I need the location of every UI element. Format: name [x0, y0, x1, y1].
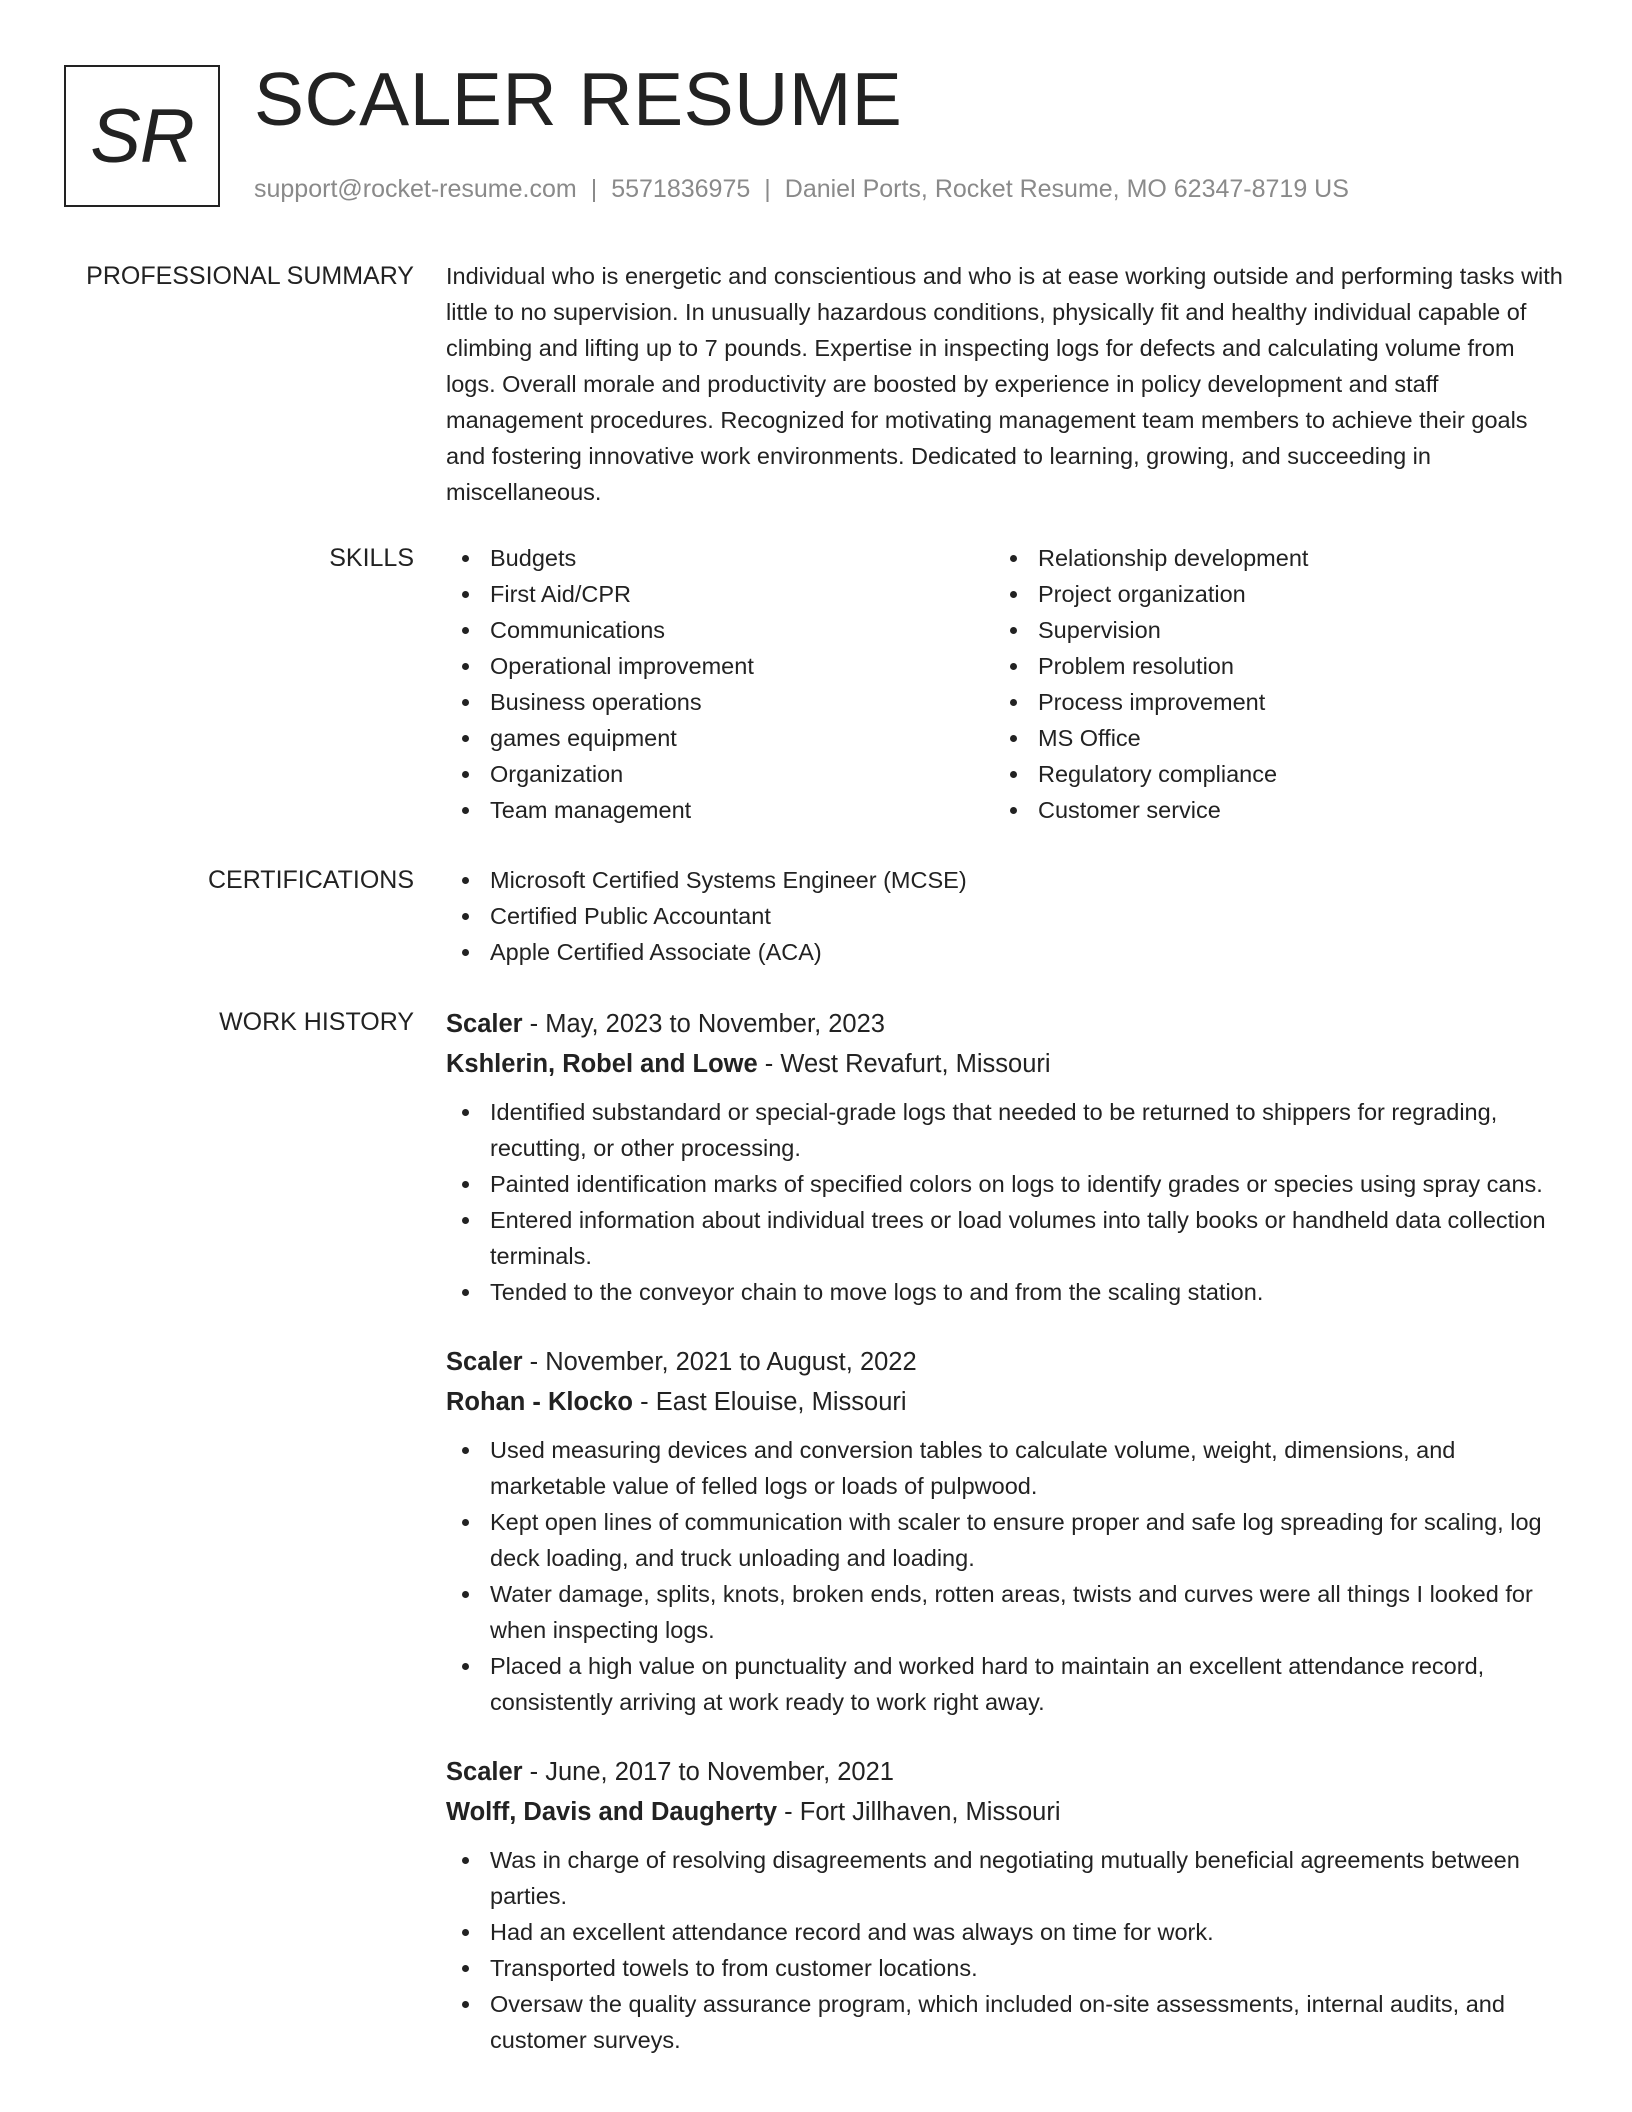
duty-item: Painted identification marks of specified colors on logs to identify grades or species using spray cans.: [446, 1166, 1566, 1202]
bullet-dot: [1010, 627, 1017, 634]
bullet-dot: [462, 663, 469, 670]
bullet-dot: [462, 1663, 469, 1670]
bullet-dot: [462, 877, 469, 884]
duty-item: Used measuring devices and conversion tables to calculate volume, weight, dimensions, and marketable value of felled logs or loads of pulpwood.: [446, 1432, 1566, 1504]
job-title-line: Scaler - June, 2017 to November, 2021: [446, 1758, 894, 1786]
job-dates: November, 2021 to August, 2022: [545, 1348, 917, 1376]
duty-item: Kept open lines of communication with scaler to ensure proper and safe log spreading for scaling, log deck loading, and truck unloading and loading.: [446, 1504, 1566, 1576]
section-label-certifications: CERTIFICATIONS: [207, 866, 414, 894]
bullet-dot: [462, 735, 469, 742]
job-entry: [446, 1004, 1566, 1310]
section-label-summary: PROFESSIONAL SUMMARY: [86, 262, 414, 290]
contact-phone[interactable]: 5571836975: [611, 175, 751, 203]
bullet-dot: [1010, 699, 1017, 706]
skill-item: Relationship development: [994, 540, 1542, 576]
duty-item: Tended to the conveyor chain to move logs to and from the scaling station.: [446, 1274, 1566, 1310]
bullet-dot: [462, 1181, 469, 1188]
skill-item: Team management: [446, 792, 994, 828]
bullet-dot: [462, 913, 469, 920]
summary-text: Individual who is energetic and conscientious and who is at ease working outside and performing tasks with little to no supervision. In unusually hazardous conditions, physically fit and healthy individual capable of climbing and lifting up to 7 pounds. Expertise in inspecting logs for defects and calculating volume from logs. Overall morale and productivity are boosted by experience in policy development and staff management procedures. Recognized for motivating management team members to achieve their goals and fostering innovative work environments. Dedicated to learning, growing, and succeeding in miscellaneous.: [446, 263, 1563, 505]
bullet-dot: [1010, 555, 1017, 562]
skill-item: Supervision: [994, 612, 1542, 648]
skill-item: Budgets: [446, 540, 994, 576]
job-company-line: Rohan - Klocko - East Elouise, Missouri: [446, 1388, 907, 1416]
bullet-dot: [462, 699, 469, 706]
duty-item: Had an excellent attendance record and was always on time for work.: [446, 1914, 1566, 1950]
duty-item: Transported towels to from customer locations.: [446, 1950, 1566, 1986]
bullet-dot: [1010, 771, 1017, 778]
contact-address: Daniel Ports, Rocket Resume, MO 62347-8719 US: [784, 175, 1349, 203]
bullet-dot: [462, 1109, 469, 1116]
job-title: Scaler: [446, 1010, 523, 1038]
bullet-dot: [462, 1519, 469, 1526]
job-company-line: Wolff, Davis and Daugherty - Fort Jillhaven, Missouri: [446, 1798, 1061, 1826]
skill-item: Problem resolution: [994, 648, 1542, 684]
bullet-dot: [1010, 807, 1017, 814]
bullet-dot: [462, 1289, 469, 1296]
duty-item: Was in charge of resolving disagreements and negotiating mutually beneficial agreements between parties.: [446, 1842, 1566, 1914]
certifications-list: [446, 862, 1566, 970]
skill-item: MS Office: [994, 720, 1542, 756]
monogram-box: [64, 65, 220, 207]
bullet-dot: [462, 1447, 469, 1454]
job-company: Rohan - Klocko: [446, 1388, 634, 1416]
duty-item: Entered information about individual trees or load volumes into tally books or handheld data collection terminals.: [446, 1202, 1566, 1274]
job-location: Fort Jillhaven, Missouri: [799, 1798, 1061, 1826]
job-dates: June, 2017 to November, 2021: [545, 1758, 894, 1786]
job-title: Scaler: [446, 1348, 523, 1376]
skill-item: Communications: [446, 612, 994, 648]
job-title-line: Scaler - May, 2023 to November, 2023: [446, 1010, 885, 1038]
job-entry: [446, 1752, 1566, 2058]
bullet-dot: [1010, 591, 1017, 598]
job-duties: [446, 1094, 1566, 1310]
job-company: Kshlerin, Robel and Lowe: [446, 1050, 758, 1078]
resume-name: SCALER RESUME: [254, 57, 903, 141]
contact-email[interactable]: support@rocket-resume.com: [254, 175, 577, 203]
contact-separator: |: [590, 175, 598, 203]
bullet-dot: [462, 1929, 469, 1936]
certification-item: Apple Certified Associate (ACA): [446, 934, 1566, 970]
bullet-dot: [462, 1591, 469, 1598]
duty-item: Oversaw the quality assurance program, which included on-site assessments, internal audits, and customer surveys.: [446, 1986, 1566, 2058]
contact-separator: |: [764, 175, 771, 203]
job-duties: [446, 1432, 1566, 1720]
bullet-dot: [462, 1857, 469, 1864]
skill-item: games equipment: [446, 720, 994, 756]
skill-item: Organization: [446, 756, 994, 792]
section-label-skills: SKILLS: [329, 544, 414, 572]
bullet-dot: [462, 771, 469, 778]
bullet-dot: [462, 2001, 469, 2008]
skill-item: Project organization: [994, 576, 1542, 612]
bullet-dot: [462, 1217, 469, 1224]
certification-item: Certified Public Accountant: [446, 898, 1566, 934]
section-label-work-history: WORK HISTORY: [219, 1008, 414, 1036]
skills-list-right: [994, 540, 1542, 828]
skill-item: Regulatory compliance: [994, 756, 1542, 792]
job-location: West Revafurt, Missouri: [780, 1050, 1051, 1078]
job-entry: [446, 1342, 1566, 1720]
bullet-dot: [462, 627, 469, 634]
duty-item: Water damage, splits, knots, broken ends, rotten areas, twists and curves were all things I looked for when inspecting logs.: [446, 1576, 1566, 1648]
job-title-line: Scaler - November, 2021 to August, 2022: [446, 1348, 917, 1376]
contact-line: [254, 175, 1349, 204]
job-location: East Elouise, Missouri: [655, 1388, 907, 1416]
skill-item: Process improvement: [994, 684, 1542, 720]
skill-item: Operational improvement: [446, 648, 994, 684]
bullet-dot: [462, 1965, 469, 1972]
skill-item: Customer service: [994, 792, 1542, 828]
monogram-initials: SR: [90, 93, 194, 179]
bullet-dot: [462, 591, 469, 598]
duty-item: Identified substandard or special-grade logs that needed to be returned to shippers for regrading, recutting, or other processing.: [446, 1094, 1566, 1166]
bullet-dot: [462, 949, 469, 956]
skill-item: First Aid/CPR: [446, 576, 994, 612]
job-dates: May, 2023 to November, 2023: [545, 1010, 885, 1038]
job-title: Scaler: [446, 1758, 523, 1786]
bullet-dot: [462, 807, 469, 814]
bullet-dot: [1010, 735, 1017, 742]
job-company-line: Kshlerin, Robel and Lowe - West Revafurt, Missouri: [446, 1050, 1051, 1078]
bullet-dot: [462, 555, 469, 562]
skill-item: Business operations: [446, 684, 994, 720]
skills-list-left: [446, 540, 994, 828]
duty-item: Placed a high value on punctuality and worked hard to maintain an excellent attendance record, consistently arriving at work ready to work right away.: [446, 1648, 1566, 1720]
certification-item: Microsoft Certified Systems Engineer (MCSE): [446, 862, 1566, 898]
job-company: Wolff, Davis and Daugherty: [446, 1798, 778, 1826]
bullet-dot: [1010, 663, 1017, 670]
job-duties: [446, 1842, 1566, 2058]
